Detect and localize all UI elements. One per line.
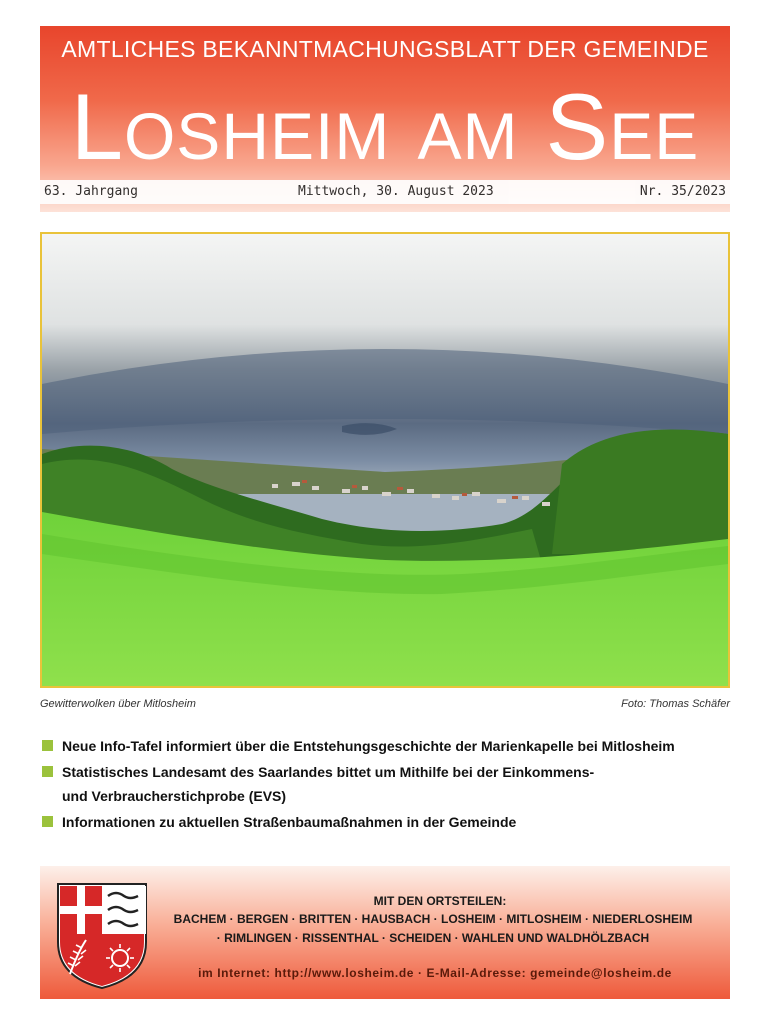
headline-text: Informationen zu aktuellen Straßenbaumaßnahmen in der Gemeinde <box>62 814 517 830</box>
masthead <box>40 26 730 212</box>
cover-photo <box>40 232 730 688</box>
headline-item-continued <box>40 784 730 808</box>
bullet-square-icon <box>42 816 53 827</box>
coat-of-arms-icon <box>56 882 148 990</box>
issue-number: Nr. 35/2023 <box>639 184 726 199</box>
masthead-title <box>48 72 722 182</box>
ortsteile-list-line-2: · RIMLINGEN · RISSENTHAL · SCHEIDEN · WAHLEN UND WALDHÖLZBACH <box>216 931 650 945</box>
issue-info-bar <box>40 180 730 204</box>
photo-credit: Foto: Thomas Schäfer <box>621 698 730 710</box>
contact-line[interactable]: im Internet: http://www.losheim.de · E-Mail-Adresse: gemeinde@losheim.de <box>198 966 672 980</box>
ortsteile-list-line-1: BACHEM · BERGEN · BRITTEN · HAUSBACH · LOSHEIM · MITLOSHEIM · NIEDERLOSHEIM <box>173 912 693 926</box>
bullet-square-icon <box>42 740 53 751</box>
masthead-title-text: Losheim am See <box>70 74 700 179</box>
headline-list <box>40 734 730 836</box>
jahrgang: 63. Jahrgang <box>44 184 138 199</box>
bullet-square-icon <box>42 766 53 777</box>
headline-item[interactable] <box>40 760 730 784</box>
footer-banner <box>40 866 730 999</box>
ortsteile-heading: MIT DEN ORTSTEILEN: <box>373 894 507 908</box>
headline-text: Neue Info-Tafel informiert über die Entstehungsgeschichte der Marienkapelle bei Mitlosheim <box>62 738 675 754</box>
headline-text: und Verbraucherstichprobe (EVS) <box>62 788 287 804</box>
headline-item[interactable] <box>40 810 730 834</box>
masthead-kicker: AMTLICHES BEKANNTMACHUNGSBLATT DER GEMEINDE <box>61 36 709 62</box>
headline-text: Statistisches Landesamt des Saarlandes bittet um Mithilfe bei der Einkommens- <box>62 764 595 780</box>
headline-item[interactable] <box>40 734 730 758</box>
issue-date: Mittwoch, 30. August 2023 <box>298 184 494 199</box>
photo-caption: Gewitterwolken über Mitlosheim <box>40 698 196 710</box>
